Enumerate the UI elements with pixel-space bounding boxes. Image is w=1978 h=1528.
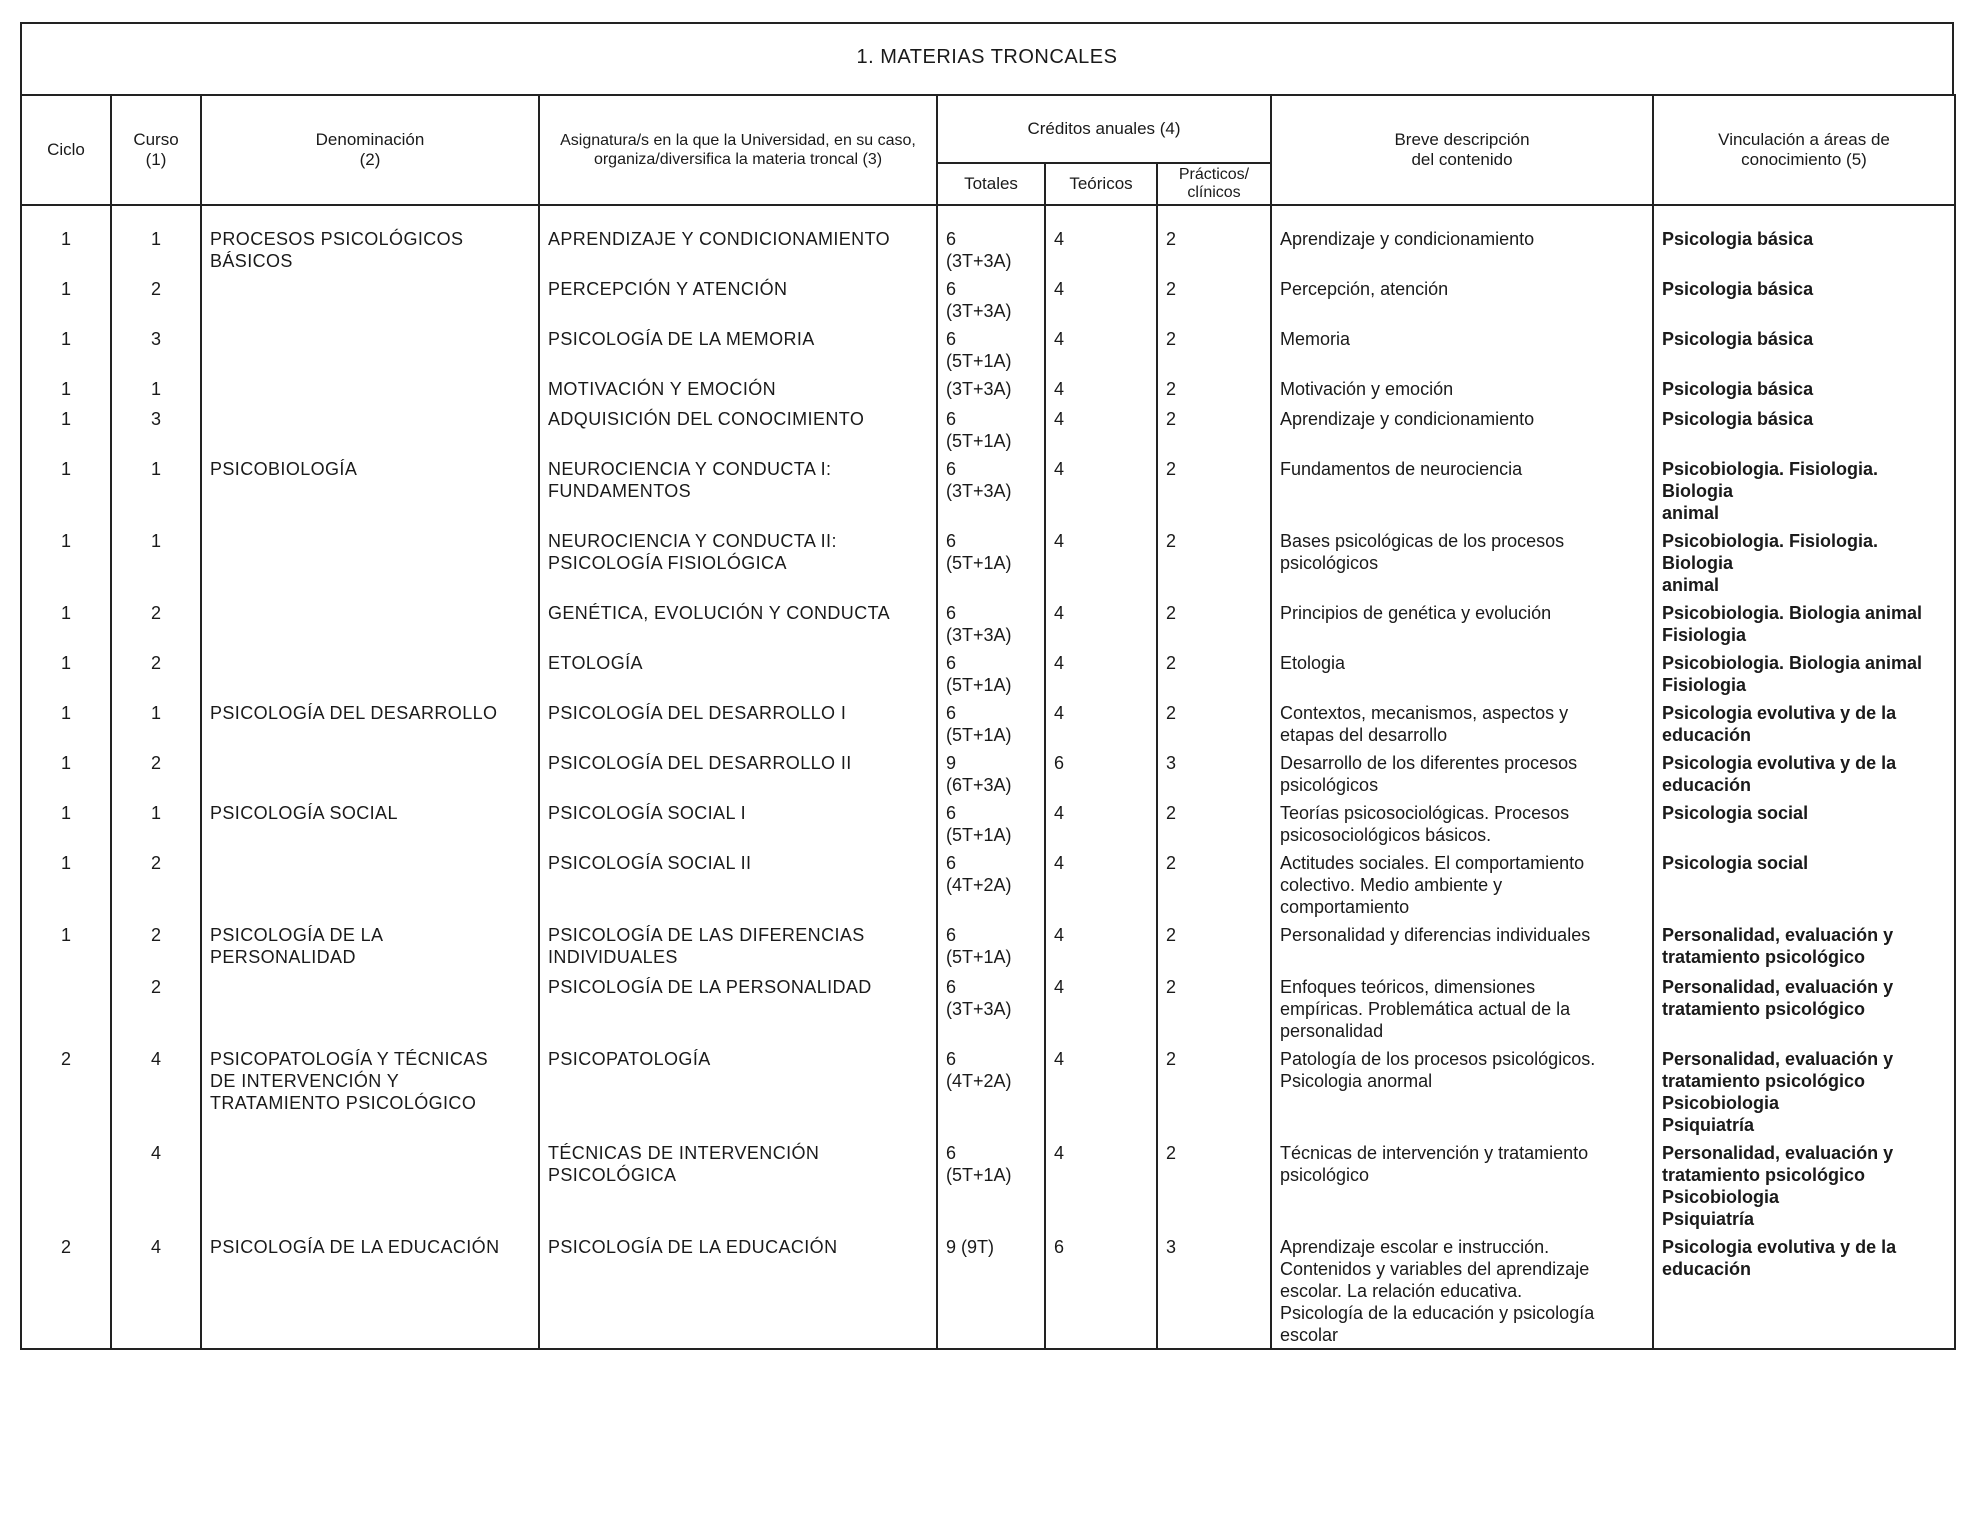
header-curso: Curso (1): [111, 95, 201, 205]
table-row: [21, 920, 1955, 972]
cell-teoricos: 4: [1045, 648, 1157, 698]
header-descripcion: Breve descripción del contenido: [1271, 95, 1653, 205]
cell-denominacion: [201, 972, 539, 1044]
cell-denominacion: PSICOBIOLOGÍA: [201, 454, 539, 526]
table-row: [21, 748, 1955, 798]
table-title: 1. MATERIAS TRONCALES: [856, 46, 1118, 68]
table-row: [21, 648, 1955, 698]
table-title-box: [20, 22, 1954, 96]
cell-teoricos: 4: [1045, 205, 1157, 274]
cell-curso: 3: [111, 404, 201, 454]
cell-ciclo: [21, 972, 111, 1044]
cell-vinculacion: Psicologia básica: [1653, 324, 1955, 374]
cell-descripcion: Patología de los procesos psicológicos. Psicologia anormal: [1271, 1044, 1653, 1138]
cell-curso: 1: [111, 205, 201, 274]
cell-descripcion: Aprendizaje y condicionamiento: [1271, 404, 1653, 454]
cell-asignatura: APRENDIZAJE Y CONDICIONAMIENTO: [539, 205, 937, 274]
cell-curso: 1: [111, 374, 201, 404]
cell-denominacion: [201, 324, 539, 374]
cell-practicos: 2: [1157, 205, 1271, 274]
cell-curso: 3: [111, 324, 201, 374]
cell-teoricos: 4: [1045, 324, 1157, 374]
cell-descripcion: Personalidad y diferencias individuales: [1271, 920, 1653, 972]
cell-teoricos: 4: [1045, 972, 1157, 1044]
cell-totales: 6 (3T+3A): [937, 454, 1045, 526]
cell-totales: 9 (6T+3A): [937, 748, 1045, 798]
cell-totales: 6 (5T+1A): [937, 1138, 1045, 1232]
cell-asignatura: PSICOLOGÍA DE LA PERSONALIDAD: [539, 972, 937, 1044]
cell-teoricos: 6: [1045, 748, 1157, 798]
cell-practicos: 2: [1157, 526, 1271, 598]
header-denominacion: Denominación (2): [201, 95, 539, 205]
cell-asignatura: PSICOPATOLOGÍA: [539, 1044, 937, 1138]
table-row: [21, 598, 1955, 648]
cell-descripcion: Actitudes sociales. El comportamiento colectivo. Medio ambiente y comportamiento: [1271, 848, 1653, 920]
cell-vinculacion: Psicologia básica: [1653, 205, 1955, 274]
cell-descripcion: Enfoques teóricos, dimensiones empíricas. Problemática actual de la personalidad: [1271, 972, 1653, 1044]
cell-ciclo: 1: [21, 374, 111, 404]
cell-curso: 1: [111, 698, 201, 748]
cell-totales: 6 (5T+1A): [937, 324, 1045, 374]
cell-curso: 2: [111, 972, 201, 1044]
table-row: [21, 454, 1955, 526]
cell-denominacion: [201, 748, 539, 798]
cell-ciclo: 1: [21, 920, 111, 972]
cell-practicos: 2: [1157, 920, 1271, 972]
cell-denominacion: [201, 1138, 539, 1232]
cell-denominacion: [201, 648, 539, 698]
cell-vinculacion: Psicologia social: [1653, 848, 1955, 920]
cell-denominacion: PSICOLOGÍA DE LA PERSONALIDAD: [201, 920, 539, 972]
cell-ciclo: 1: [21, 598, 111, 648]
cell-vinculacion: Psicobiologia. Biologia animal Fisiologia: [1653, 648, 1955, 698]
table-row: [21, 324, 1955, 374]
cell-vinculacion: Personalidad, evaluación y tratamiento psicológico: [1653, 972, 1955, 1044]
cell-descripcion: Principios de genética y evolución: [1271, 598, 1653, 648]
cell-vinculacion: Psicologia social: [1653, 798, 1955, 848]
cell-totales: 6 (4T+2A): [937, 1044, 1045, 1138]
cell-curso: 4: [111, 1232, 201, 1349]
cell-curso: 2: [111, 274, 201, 324]
cell-descripcion: Desarrollo de los diferentes procesos psicológicos: [1271, 748, 1653, 798]
cell-teoricos: 4: [1045, 1044, 1157, 1138]
cell-totales: 6 (3T+3A): [937, 972, 1045, 1044]
cell-ciclo: 1: [21, 454, 111, 526]
cell-curso: 1: [111, 526, 201, 598]
cell-teoricos: 4: [1045, 598, 1157, 648]
table-row: [21, 798, 1955, 848]
cell-asignatura: MOTIVACIÓN Y EMOCIÓN: [539, 374, 937, 404]
cell-ciclo: 1: [21, 274, 111, 324]
cell-asignatura: PSICOLOGÍA DE LAS DIFERENCIAS INDIVIDUALES: [539, 920, 937, 972]
header-asignatura: Asignatura/s en la que la Universidad, en su caso, organiza/diversifica la materia troncal (3): [539, 95, 937, 205]
cell-denominacion: PSICOLOGÍA DEL DESARROLLO: [201, 698, 539, 748]
cell-ciclo: 1: [21, 848, 111, 920]
cell-asignatura: PSICOLOGÍA DE LA MEMORIA: [539, 324, 937, 374]
header-totales: Totales: [937, 163, 1045, 205]
cell-totales: (3T+3A): [937, 374, 1045, 404]
cell-vinculacion: Psicobiologia. Fisiologia. Biologia animal: [1653, 454, 1955, 526]
table-row: [21, 374, 1955, 404]
cell-vinculacion: Personalidad, evaluación y tratamiento psicológico Psicobiologia Psiquiatría: [1653, 1138, 1955, 1232]
cell-curso: 1: [111, 798, 201, 848]
table-row: [21, 972, 1955, 1044]
cell-totales: 6 (3T+3A): [937, 598, 1045, 648]
cell-practicos: 2: [1157, 798, 1271, 848]
cell-totales: 6 (5T+1A): [937, 798, 1045, 848]
cell-vinculacion: Psicologia básica: [1653, 374, 1955, 404]
cell-curso: 1: [111, 454, 201, 526]
cell-totales: 9 (9T): [937, 1232, 1045, 1349]
cell-practicos: 2: [1157, 454, 1271, 526]
cell-practicos: 2: [1157, 648, 1271, 698]
cell-curso: 2: [111, 848, 201, 920]
cell-totales: 6 (5T+1A): [937, 404, 1045, 454]
cell-ciclo: 1: [21, 798, 111, 848]
cell-curso: 4: [111, 1138, 201, 1232]
cell-asignatura: ETOLOGÍA: [539, 648, 937, 698]
cell-asignatura: NEUROCIENCIA Y CONDUCTA II: PSICOLOGÍA FISIOLÓGICA: [539, 526, 937, 598]
cell-vinculacion: Psicobiologia. Biologia animal Fisiologia: [1653, 598, 1955, 648]
cell-vinculacion: Psicologia evolutiva y de la educación: [1653, 1232, 1955, 1349]
cell-descripcion: Etologia: [1271, 648, 1653, 698]
cell-ciclo: 1: [21, 205, 111, 274]
cell-teoricos: 4: [1045, 920, 1157, 972]
table-row: [21, 205, 1955, 274]
cell-practicos: 2: [1157, 404, 1271, 454]
header-ciclo: Ciclo: [21, 95, 111, 205]
cell-practicos: 2: [1157, 1044, 1271, 1138]
cell-asignatura: GENÉTICA, EVOLUCIÓN Y CONDUCTA: [539, 598, 937, 648]
cell-practicos: 2: [1157, 1138, 1271, 1232]
cell-asignatura: PSICOLOGÍA DEL DESARROLLO I: [539, 698, 937, 748]
cell-denominacion: PSICOLOGÍA DE LA EDUCACIÓN: [201, 1232, 539, 1349]
cell-denominacion: PSICOPATOLOGÍA Y TÉCNICAS DE INTERVENCIÓN Y TRATAMIENTO PSICOLÓGICO: [201, 1044, 539, 1138]
cell-denominacion: [201, 274, 539, 324]
cell-descripcion: Percepción, atención: [1271, 274, 1653, 324]
cell-teoricos: 4: [1045, 698, 1157, 748]
cell-totales: 6 (3T+3A): [937, 205, 1045, 274]
cell-curso: 4: [111, 1044, 201, 1138]
cell-practicos: 2: [1157, 698, 1271, 748]
cell-practicos: 2: [1157, 324, 1271, 374]
cell-teoricos: 4: [1045, 374, 1157, 404]
cell-teoricos: 4: [1045, 274, 1157, 324]
cell-denominacion: PSICOLOGÍA SOCIAL: [201, 798, 539, 848]
cell-ciclo: 1: [21, 698, 111, 748]
cell-denominacion: [201, 848, 539, 920]
header-practicos: Prácticos/ clínicos: [1157, 163, 1271, 205]
cell-denominacion: [201, 374, 539, 404]
cell-ciclo: 1: [21, 526, 111, 598]
cell-curso: 2: [111, 748, 201, 798]
cell-descripcion: Bases psicológicas de los procesos psicológicos: [1271, 526, 1653, 598]
table-row: [21, 1044, 1955, 1138]
cell-totales: 6 (5T+1A): [937, 526, 1045, 598]
cell-teoricos: 6: [1045, 1232, 1157, 1349]
cell-teoricos: 4: [1045, 404, 1157, 454]
cell-asignatura: PSICOLOGÍA DEL DESARROLLO II: [539, 748, 937, 798]
materias-troncales-table: [20, 94, 1956, 1350]
cell-ciclo: 2: [21, 1232, 111, 1349]
cell-denominacion: PROCESOS PSICOLÓGICOS BÁSICOS: [201, 205, 539, 274]
cell-vinculacion: Personalidad, evaluación y tratamiento psicológico Psicobiologia Psiquiatría: [1653, 1044, 1955, 1138]
cell-descripcion: Memoria: [1271, 324, 1653, 374]
header-teoricos: Teóricos: [1045, 163, 1157, 205]
cell-ciclo: [21, 1138, 111, 1232]
cell-teoricos: 4: [1045, 1138, 1157, 1232]
table-row: [21, 848, 1955, 920]
cell-curso: 2: [111, 920, 201, 972]
table-row: [21, 274, 1955, 324]
cell-vinculacion: Psicobiologia. Fisiologia. Biologia animal: [1653, 526, 1955, 598]
cell-curso: 2: [111, 598, 201, 648]
cell-descripcion: Aprendizaje y condicionamiento: [1271, 205, 1653, 274]
cell-practicos: 2: [1157, 598, 1271, 648]
cell-totales: 6 (3T+3A): [937, 274, 1045, 324]
cell-teoricos: 4: [1045, 526, 1157, 598]
cell-asignatura: ADQUISICIÓN DEL CONOCIMIENTO: [539, 404, 937, 454]
cell-ciclo: 1: [21, 404, 111, 454]
cell-asignatura: PSICOLOGÍA SOCIAL II: [539, 848, 937, 920]
cell-descripcion: Motivación y emoción: [1271, 374, 1653, 404]
cell-asignatura: NEUROCIENCIA Y CONDUCTA I: FUNDAMENTOS: [539, 454, 937, 526]
cell-vinculacion: Psicologia evolutiva y de la educación: [1653, 698, 1955, 748]
cell-teoricos: 4: [1045, 798, 1157, 848]
cell-ciclo: 1: [21, 748, 111, 798]
cell-denominacion: [201, 526, 539, 598]
cell-practicos: 2: [1157, 848, 1271, 920]
table-row: [21, 526, 1955, 598]
cell-practicos: 3: [1157, 748, 1271, 798]
table-row: [21, 1232, 1955, 1349]
cell-practicos: 3: [1157, 1232, 1271, 1349]
cell-descripcion: Técnicas de intervención y tratamiento psicológico: [1271, 1138, 1653, 1232]
cell-practicos: 2: [1157, 972, 1271, 1044]
cell-asignatura: TÉCNICAS DE INTERVENCIÓN PSICOLÓGICA: [539, 1138, 937, 1232]
table-row: [21, 698, 1955, 748]
cell-teoricos: 4: [1045, 848, 1157, 920]
cell-totales: 6 (5T+1A): [937, 648, 1045, 698]
cell-vinculacion: Psicologia evolutiva y de la educación: [1653, 748, 1955, 798]
cell-practicos: 2: [1157, 374, 1271, 404]
cell-totales: 6 (4T+2A): [937, 848, 1045, 920]
cell-ciclo: 1: [21, 648, 111, 698]
table-body: [21, 205, 1955, 1349]
cell-descripcion: Aprendizaje escolar e instrucción. Contenidos y variables del aprendizaje escolar. La relación educativa. Psicología de la educación y psicología escolar: [1271, 1232, 1653, 1349]
cell-descripcion: Teorías psicosociológicas. Procesos psicosociológicos básicos.: [1271, 798, 1653, 848]
cell-denominacion: [201, 598, 539, 648]
cell-vinculacion: Personalidad, evaluación y tratamiento psicológico: [1653, 920, 1955, 972]
cell-vinculacion: Psicologia básica: [1653, 274, 1955, 324]
cell-totales: 6 (5T+1A): [937, 698, 1045, 748]
cell-asignatura: PSICOLOGÍA DE LA EDUCACIÓN: [539, 1232, 937, 1349]
cell-curso: 2: [111, 648, 201, 698]
cell-asignatura: PERCEPCIÓN Y ATENCIÓN: [539, 274, 937, 324]
table-row: [21, 404, 1955, 454]
cell-totales: 6 (5T+1A): [937, 920, 1045, 972]
cell-ciclo: 1: [21, 324, 111, 374]
cell-vinculacion: Psicologia básica: [1653, 404, 1955, 454]
cell-teoricos: 4: [1045, 454, 1157, 526]
cell-practicos: 2: [1157, 274, 1271, 324]
table-row: [21, 1138, 1955, 1232]
cell-asignatura: PSICOLOGÍA SOCIAL I: [539, 798, 937, 848]
header-creditos: Créditos anuales (4): [937, 95, 1271, 163]
cell-descripcion: Fundamentos de neurociencia: [1271, 454, 1653, 526]
cell-ciclo: 2: [21, 1044, 111, 1138]
cell-denominacion: [201, 404, 539, 454]
header-vinculacion: Vinculación a áreas de conocimiento (5): [1653, 95, 1955, 205]
cell-descripcion: Contextos, mecanismos, aspectos y etapas del desarrollo: [1271, 698, 1653, 748]
